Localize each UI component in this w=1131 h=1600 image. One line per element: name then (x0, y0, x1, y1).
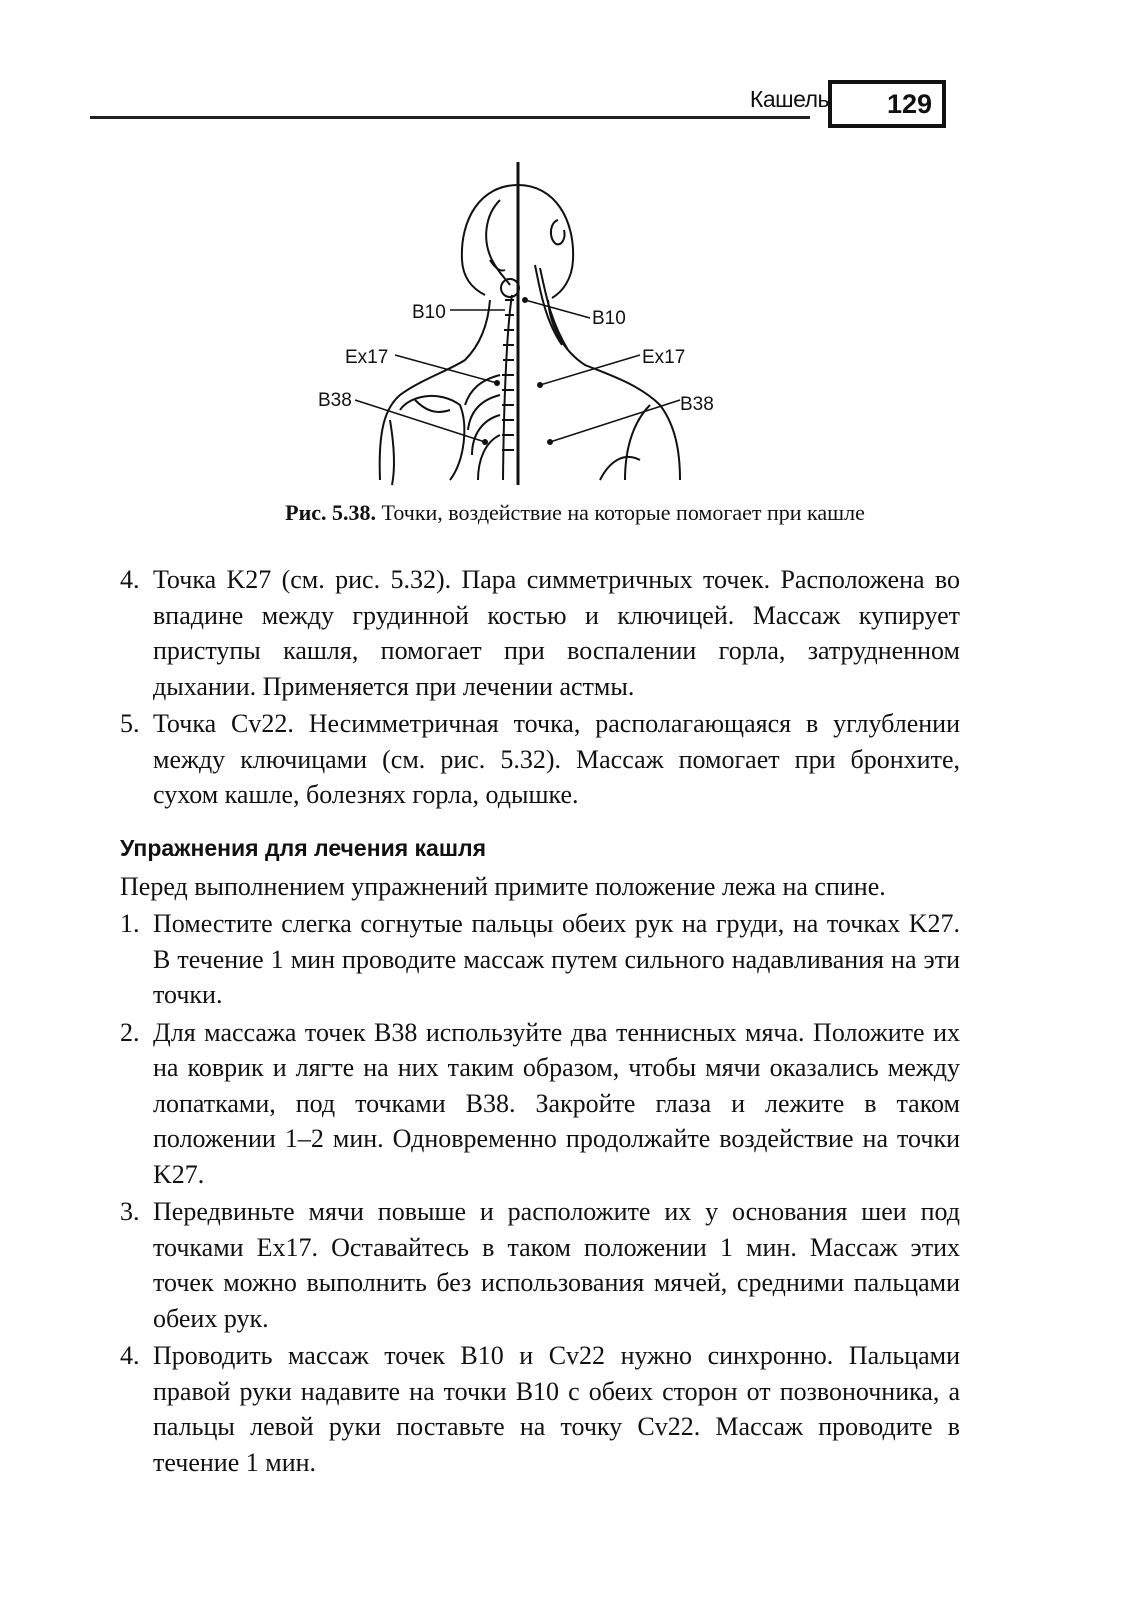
list-item (120, 706, 960, 813)
label-ex17-left: Ex17 (345, 347, 389, 368)
list-number: 1. (120, 909, 140, 938)
label-b10-right: B10 (592, 308, 626, 329)
label-b10-left: B10 (412, 302, 446, 323)
body-text (120, 562, 960, 1482)
list-text: Точка Cv22. Несимметричная точка, располагающаяся в углублении между ключицами (см. рис. 5.32). Массаж помогает при бронхите, сухом кашле, болезнях горла, одышке. (153, 709, 960, 809)
label-b38-left: B38 (318, 390, 352, 411)
list-text: Проводить массаж точек B10 и Cv22 нужно синхронно. Пальцами правой руки надавите на точки B10 с обеих сторон от позвоночника, а пальцы левой руки поставьте на точку Cv22. Массаж проводите в течение 1 мин. (153, 1341, 960, 1477)
page-number: 129 (828, 80, 946, 128)
caption-text: Точки, воздействие на которые помогает при кашле (376, 500, 865, 525)
caption-label: Рис. 5.38. (285, 500, 377, 525)
list-item (120, 1338, 960, 1480)
list-item (120, 1194, 960, 1336)
running-head: Кашель (749, 86, 829, 112)
section-heading: Упражнения для лечения кашля (120, 834, 487, 861)
list-item (120, 1015, 960, 1193)
back-illustration (300, 160, 740, 490)
list-text: Поместите слегка согнутые пальцы обеих рук на груди, на точках K27. В течение 1 мин проводите массаж путем сильного надавливания на эти точки. (153, 909, 960, 1009)
intro-paragraph: Перед выполнением упражнений примите положение лежа на спине. (120, 871, 886, 901)
list-item (120, 562, 960, 704)
list-number: 4. (120, 1341, 140, 1370)
acupoint-figure (300, 160, 740, 490)
label-ex17-right: Ex17 (642, 347, 686, 368)
figure-caption (90, 500, 1060, 526)
header-rule (90, 116, 810, 119)
list-number: 5. (120, 709, 140, 738)
list-number: 2. (120, 1017, 140, 1047)
list-item (120, 906, 960, 1013)
label-b38-right: B38 (680, 394, 714, 415)
list-text: Точка K27 (см. рис. 5.32). Пара симметричных точек. Расположена во впадине между грудинной костью и ключицей. Массаж купирует приступы кашля, помогает при воспалении горла, затрудненном дыхании. Применяется при лечении астмы. (153, 565, 960, 701)
list-number: 3. (120, 1197, 140, 1226)
list-text: Для массажа точек B38 используйте два теннисных мяча. Положите их на коврик и лягте на них таким образом, чтобы мячи оказались между лопатками, под точками B38. Закройте глаза и лежите в таком положении 1–2 мин. Одновременно продолжайте воздействие на точки K27. (153, 1017, 960, 1189)
list-number: 4. (120, 565, 140, 594)
list-text: Передвиньте мячи повыше и расположите их у основания шеи под точками Ex17. Оставайтесь в таком положении 1 мин. Массаж этих точек можно выполнить без использования мячей, средними пальцами обеих рук. (153, 1197, 960, 1333)
